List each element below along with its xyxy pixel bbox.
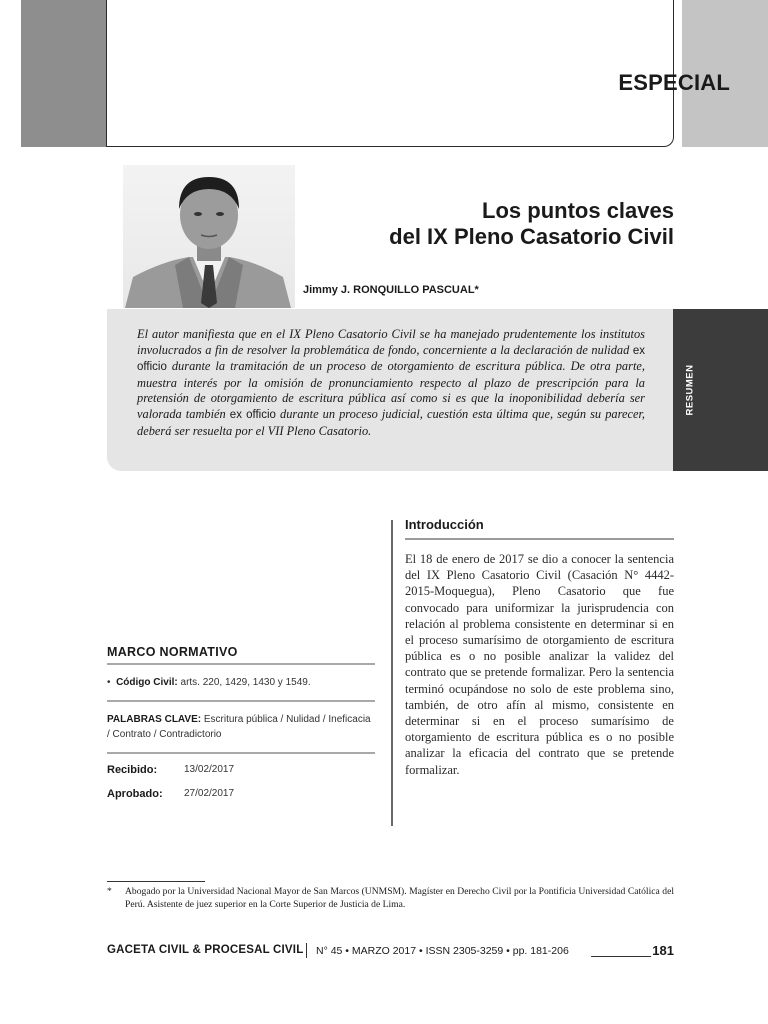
article-title-line-2: del IX Pleno Casatorio Civil xyxy=(389,224,674,249)
intro-heading-underline xyxy=(405,538,674,540)
abstract-tab-label: RESUMEN xyxy=(684,364,696,416)
intro-body: El 18 de enero de 2017 se dio a conocer la sentencia del IX Pleno Casatorio Civil (Casación N° 4442-2015-Moquegua), Pleno Casatorio que fue convocado para uniformizar la jurisprudencia con relación al problema consistente en determinar si en el proceso sumarísimo de otorgamiento de escritura pública es o no posible analizar la validez del contrato que se pretende formalizar. Pero la sentencia terminó ocupándose no solo de este problema sino, también, de otro afín al mismo, consistente en determinar si en el proceso sumarísimo de otorgamiento de escritura pública es o no posible analizar la eficacia del contrato que se pretende formalizar. xyxy=(405,552,674,777)
footer-separator xyxy=(306,943,307,958)
marco-normativo-heading: MARCO NORMATIVO xyxy=(107,645,238,659)
journal-name: GACETA CIVIL & PROCESAL CIVIL xyxy=(107,944,304,956)
abstract-text xyxy=(137,327,645,439)
abstract-latin-term-2: ex officio xyxy=(229,408,276,421)
article-title-line-1: Los puntos claves xyxy=(482,198,674,223)
article-title xyxy=(254,198,674,250)
sidebar-metadata xyxy=(107,645,375,806)
aprobado-label: Aprobado: xyxy=(107,788,163,800)
codigo-civil-entry xyxy=(107,677,375,688)
aprobado-date: 27/02/2017 xyxy=(184,788,235,799)
recibido-label: Recibido: xyxy=(107,764,158,776)
issue-info: N° 45 • MARZO 2017 • ISSN 2305-3259 • pp. 181-206 xyxy=(316,945,569,957)
intro-heading: Introducción xyxy=(405,517,484,532)
footnote xyxy=(107,885,674,911)
footnote-rule xyxy=(107,881,205,882)
abstract-part-3: durante un proceso judicial, cuestión esta última que, según su parecer, deberá ser resuelta por el VII Pleno Casatorio. xyxy=(137,406,645,438)
header-gray-block-left xyxy=(21,0,107,147)
header-box xyxy=(106,0,674,147)
author-name: Jimmy J. RONQUILLO PASCUAL* xyxy=(303,284,479,296)
abstract-part-2: durante la tramitación de un proceso de otorgamiento de escritura pública. De otra parte, muestra interés por la omisión de pronunciamiento respecto al plazo de prescripción para la pretensión de otorgamiento de escritura pública así como si es que la inoponibilidad debería ser valorada también xyxy=(137,359,645,421)
codigo-civil-label: Código Civil: xyxy=(116,677,178,688)
section-title: ESPECIAL xyxy=(618,70,730,95)
recibido-date: 13/02/2017 xyxy=(184,764,235,775)
palabras-clave-entry xyxy=(107,712,375,742)
abstract-latin-term-1: ex officio xyxy=(137,344,645,374)
page-footer xyxy=(107,944,674,960)
footnote-mark: * xyxy=(107,886,112,897)
footnote-text: Abogado por la Universidad Nacional Mayor de San Marcos (UNMSM). Magíster en Derecho Civil por la Pontificia Universidad Católica del Perú. Asistente de juez superior en la Corte Superior de Justicia de Lima. xyxy=(125,886,674,910)
divider xyxy=(107,700,375,702)
intro-vertical-rule xyxy=(391,520,393,826)
aprobado-row xyxy=(107,788,375,806)
palabras-clave-value: Escritura pública / Nulidad / Ineficacia / Contrato / Contradictorio xyxy=(107,714,371,740)
footer-line xyxy=(591,956,651,957)
bullet-icon: • xyxy=(107,677,117,688)
codigo-civil-value: arts. 220, 1429, 1430 y 1549. xyxy=(177,677,311,688)
divider xyxy=(107,663,375,665)
divider xyxy=(107,752,375,754)
palabras-clave-label: PALABRAS CLAVE: xyxy=(107,714,202,725)
abstract-part-1: El autor manifiesta que en el IX Pleno Casatorio Civil se ha manejado prudentemente los institutos involucrados a fin de resolver la problemática de fondo, concerniente a la declaración de nulidad xyxy=(137,327,645,357)
page-number: 181 xyxy=(652,943,674,958)
recibido-row xyxy=(107,764,375,782)
